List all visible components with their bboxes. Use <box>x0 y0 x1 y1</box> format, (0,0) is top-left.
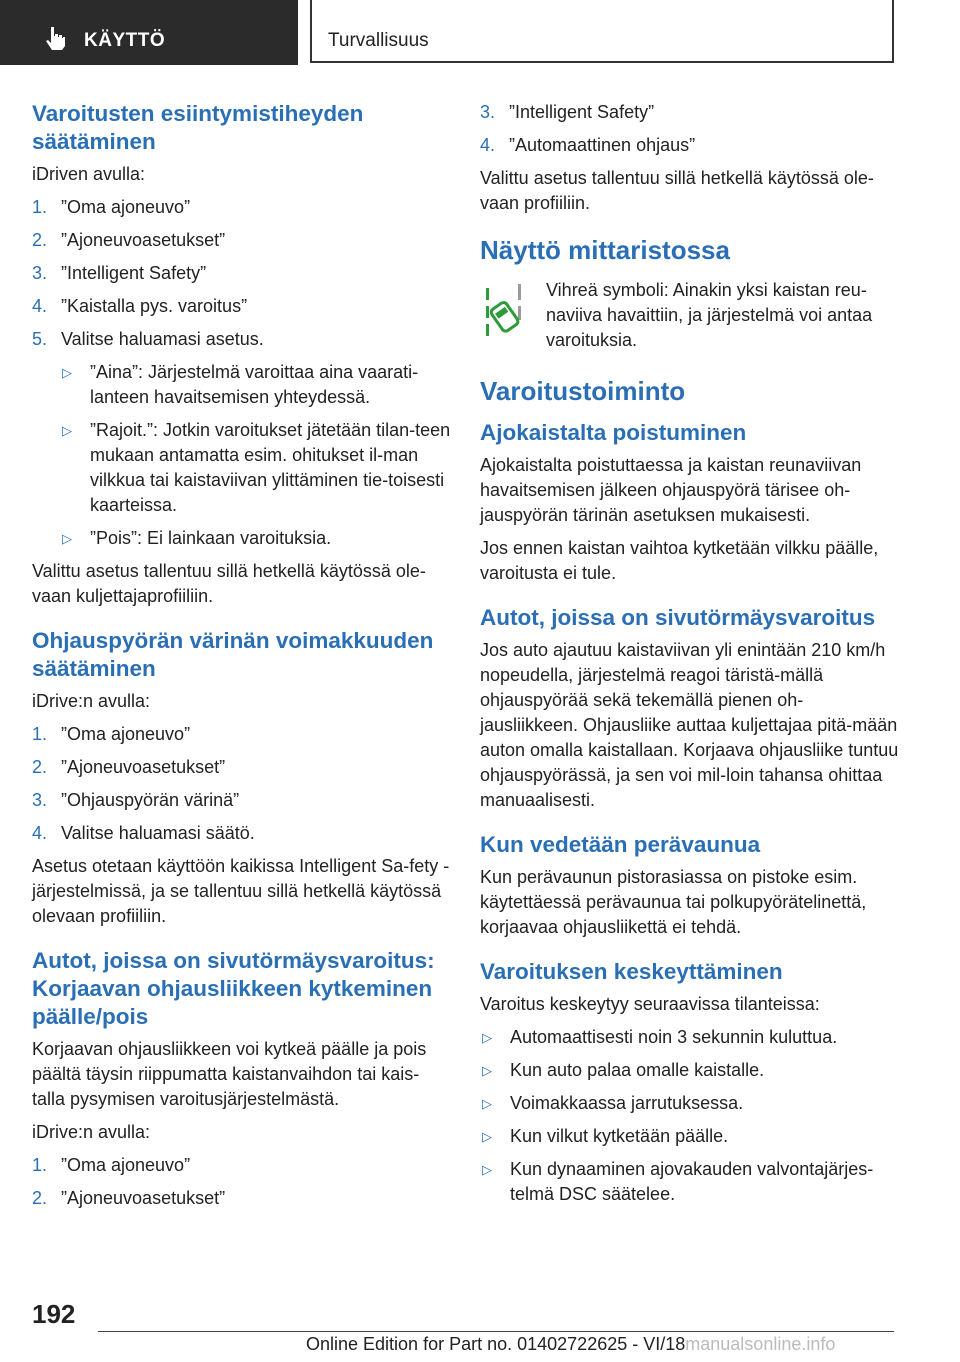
footer-edition <box>306 1334 835 1355</box>
edition-text: Online Edition for Part no. 01402722625 - VI/18 <box>306 1334 686 1354</box>
triangle-bullet-icon: ▷ <box>62 531 72 546</box>
list-item: ▷ ”Pois”: Ei lainkaan varoituksia. <box>60 526 452 551</box>
list-item: 1. ”Oma ajoneuvo” <box>32 724 191 744</box>
symbol-row <box>480 278 900 353</box>
list-item: ▷ ”Rajoit.”: Jotkin varoitukset jätetään tilan-teen mukaan antamatta esim. ohitukset il-man vilkkua tai kaistaviivan ylittäminen tie-toisesti kaarteissa. <box>62 420 451 515</box>
heading-warning-function: Varoitustoiminto <box>480 376 686 406</box>
heading-corrective: Autot, joissa on sivutörmäysvaroitus: Korjaavan ohjausliikkeen kytkeminen päälle/pois <box>32 948 435 1029</box>
paragraph: Ajokaistalta poistuttaessa ja kaistan reunaviivan havaitsemisen jälkeen ohjauspyörä tärisee oh-jauspyörän tärinän asetuksen mukaisesti. <box>480 455 862 525</box>
paragraph: Jos ennen kaistan vaihtoa kytketään vilkku päälle, varoitusta ei tule. <box>480 538 879 583</box>
steps-corrective-cont <box>480 100 900 158</box>
options-frequency <box>60 360 452 551</box>
list-item: 2. ”Ajoneuvoasetukset” <box>32 1188 226 1208</box>
steps-vibration <box>32 722 452 846</box>
paragraph: Valittu asetus tallentuu sillä hetkellä käytössä ole-vaan kuljettajaprofiiliin. <box>32 561 426 606</box>
paragraph: Jos auto ajautuu kaistaviivan yli enintään 210 km/h nopeudella, järjestelmä reagoi täristä-mällä ohjauspyörää sekä tekemällä pienen oh-jausliikkeen. Ohjausliike auttaa kuljettajaa pitä-mään auton omalla kaistallaan. Korjaava ohjausliike tuntuu ohjauspyörässä, ja sen voi mil-loin tahansa ohittaa manuaalisesti. <box>480 640 899 810</box>
list-item: 5. Valitse haluamasi asetus. <box>32 329 264 349</box>
heading-cluster-display: Näyttö mittaristossa <box>480 235 730 265</box>
subsection-tab <box>310 0 894 63</box>
list-item: ▷ Kun dynaaminen ajovakauden valvontajärjes-telmä DSC säätelee. <box>482 1159 874 1204</box>
section-tab <box>0 0 298 65</box>
triangle-bullet-icon: ▷ <box>62 423 72 438</box>
list-item: 4. Valitse haluamasi säätö. <box>32 823 255 843</box>
hand-pointer-icon <box>44 26 66 50</box>
paragraph: Korjaavan ohjausliikkeen voi kytkeä päälle ja pois päältä täysin riippumatta kaistanvaihdon tai kais-talla pysymisen varoitusjärjestelmästä. <box>32 1039 427 1109</box>
paragraph: Varoitus keskeytyy seuraavissa tilanteissa: <box>480 994 820 1014</box>
paragraph: Valittu asetus tallentuu sillä hetkellä käytössä ole-vaan profiiliin. <box>480 168 874 213</box>
lane-departure-icon <box>482 282 526 342</box>
intro-frequency: iDriven avulla: <box>32 164 146 184</box>
steps-frequency <box>32 195 452 352</box>
paragraph: iDrive:n avulla: <box>32 1122 151 1142</box>
list-item: 1. ”Oma ajoneuvo” <box>32 197 191 217</box>
intro-vibration: iDrive:n avulla: <box>32 691 151 711</box>
symbol-description: Vihreä symboli: Ainakin yksi kaistan reu-naviiva havaittiin, ja järjestelmä voi antaa varoituksia. <box>546 280 873 350</box>
list-item: ▷ ”Aina”: Järjestelmä varoittaa aina vaarati-lanteen havaitsemisen yhteydessä. <box>62 362 419 407</box>
heading-side-collision: Autot, joissa on sivutörmäysvaroitus <box>480 605 876 630</box>
triangle-bullet-icon: ▷ <box>482 1063 492 1078</box>
list-item: 2. ”Ajoneuvoasetukset” <box>32 230 226 250</box>
list-item: ▷ Automaattisesti noin 3 sekunnin kuluttua. <box>480 1025 900 1050</box>
list-item: 2. ”Ajoneuvoasetukset” <box>32 757 226 777</box>
heading-vibration: Ohjauspyörän värinän voimakkuuden säätäminen <box>32 628 434 681</box>
heading-interruption: Varoituksen keskeyttäminen <box>480 959 783 984</box>
list-item: 3. ”Intelligent Safety” <box>32 263 207 283</box>
right-column <box>480 100 900 1215</box>
steps-corrective <box>32 1153 452 1211</box>
section-label: KÄYTTÖ <box>84 30 166 51</box>
left-column <box>32 100 452 1219</box>
subsection-label: Turvallisuus <box>328 30 429 51</box>
triangle-bullet-icon: ▷ <box>62 365 72 380</box>
footer-divider <box>98 1331 894 1332</box>
triangle-bullet-icon: ▷ <box>482 1030 492 1045</box>
heading-frequency: Varoitusten esiintymistiheyden säätäminen <box>32 101 364 154</box>
triangle-bullet-icon: ▷ <box>482 1162 492 1177</box>
list-item: ▷ Kun vilkut kytketään päälle. <box>480 1124 900 1149</box>
heading-lane-departure: Ajokaistalta poistuminen <box>480 420 747 445</box>
list-item: 4. ”Automaattinen ohjaus” <box>480 135 696 155</box>
list-item: 3. ”Ohjauspyörän värinä” <box>32 790 240 810</box>
list-item: 1. ”Oma ajoneuvo” <box>32 1155 191 1175</box>
page-number: 192 <box>32 1299 76 1329</box>
list-item: 3. ”Intelligent Safety” <box>480 102 655 122</box>
list-item: 4. ”Kaistalla pys. varoitus” <box>32 296 248 316</box>
watermark: manualsonline.info <box>685 1334 836 1354</box>
list-item: ▷ Kun auto palaa omalle kaistalle. <box>480 1058 900 1083</box>
paragraph: Asetus otetaan käyttöön kaikissa Intelligent Sa-fety -järjestelmissä, ja se tallentuu sillä hetkellä käytössä olevaan profiiliin. <box>32 856 450 926</box>
paragraph: Kun perävaunun pistorasiassa on pistoke esim. käytettäessä perävaunua tai polkupyörätelinettä, korjaavaa ohjausliikettä ei tehdä. <box>480 867 867 937</box>
interruption-list <box>480 1025 900 1207</box>
heading-trailer: Kun vedetään perävaunua <box>480 832 761 857</box>
list-item: ▷ Voimakkaassa jarrutuksessa. <box>480 1091 900 1116</box>
triangle-bullet-icon: ▷ <box>482 1096 492 1111</box>
triangle-bullet-icon: ▷ <box>482 1129 492 1144</box>
